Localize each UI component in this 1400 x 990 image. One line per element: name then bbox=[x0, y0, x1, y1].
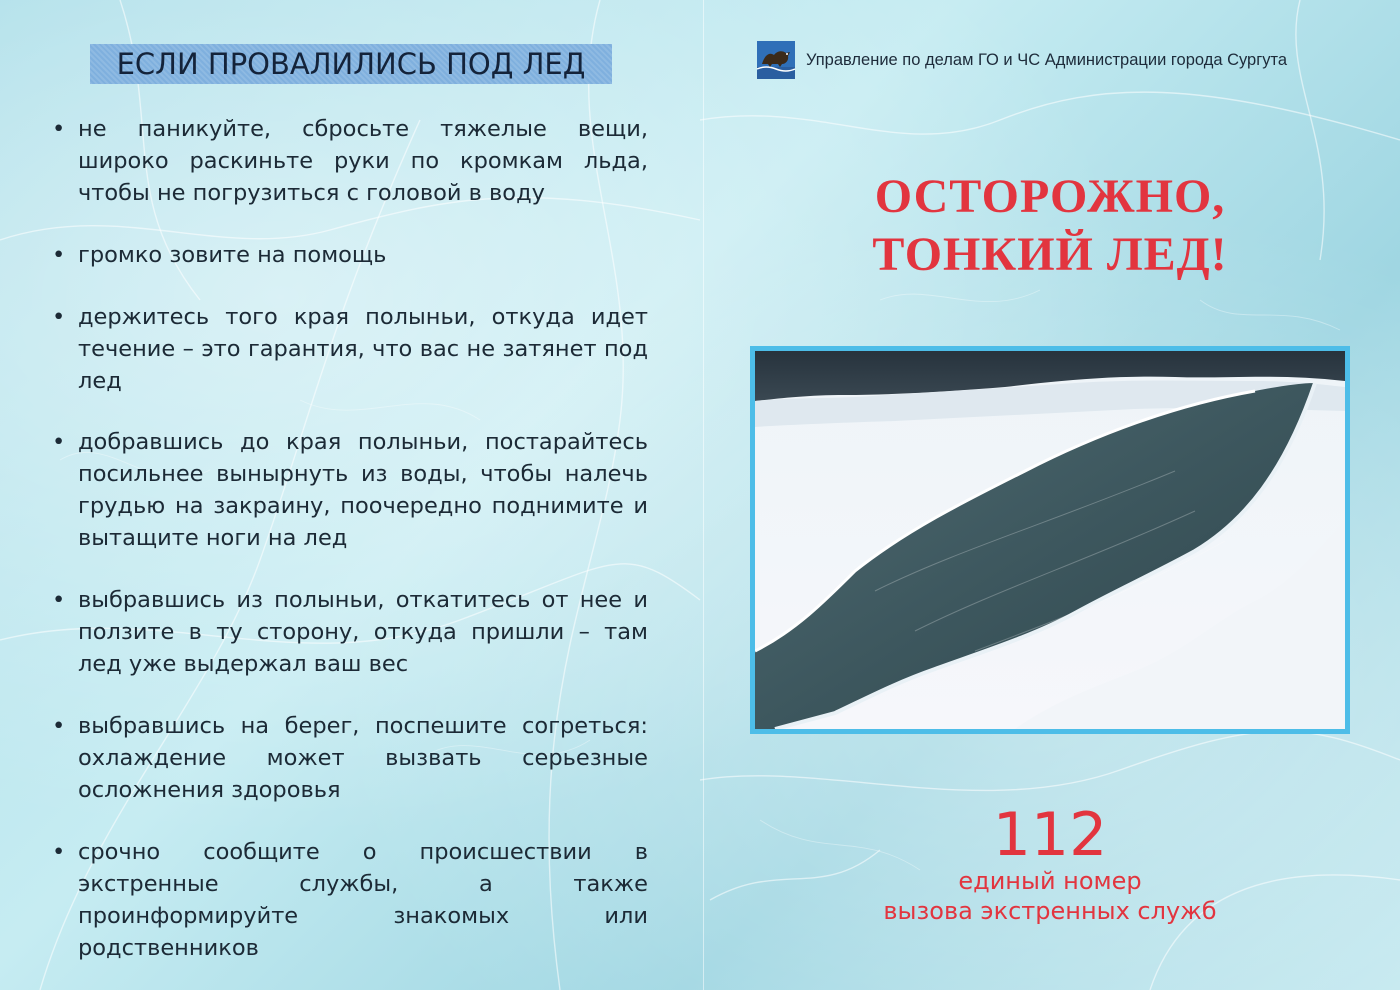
rule-item bbox=[50, 710, 648, 806]
rule-text: громко зовите на помощь bbox=[78, 242, 387, 268]
rule-text: выбравшись из полыньи, откатитесь от нее и ползите в ту сторону, откуда пришли – там лед уже выдержал ваш вес bbox=[78, 587, 648, 677]
bullet-marker: • bbox=[52, 587, 66, 613]
bullet-marker: • bbox=[52, 242, 66, 268]
headline-line-1: ОСТОРОЖНО, bbox=[874, 170, 1226, 223]
rule-text: срочно сообщите о происшествии в экстренные службы, а также проинформируйте знакомых или родственников bbox=[78, 839, 648, 961]
organization-header bbox=[756, 40, 1287, 80]
caption-line-2: вызова экстренных служб bbox=[883, 897, 1217, 925]
rule-item bbox=[50, 836, 648, 964]
headline-line-2: ТОНКИЙ ЛЕД! bbox=[872, 228, 1228, 281]
rule-text: держитесь того края полыньи, откуда идет течение – это гарантия, что вас не затянет под лед bbox=[78, 304, 648, 394]
rule-item bbox=[50, 584, 648, 680]
bullet-marker: • bbox=[52, 713, 66, 739]
rule-item bbox=[50, 426, 648, 554]
bullet-marker: • bbox=[52, 429, 66, 455]
warning-headline bbox=[830, 168, 1270, 284]
ice-hole-photo bbox=[755, 351, 1345, 729]
bullet-marker: • bbox=[52, 304, 66, 330]
bullet-marker: • bbox=[52, 116, 66, 142]
fold-line bbox=[703, 0, 704, 990]
rule-text: не паникуйте, сбросьте тяжелые вещи, широко раскиньте руки по кромкам льда, чтобы не погрузиться с головой в воду bbox=[78, 116, 648, 206]
rule-text: добравшись до края полыньи, постарайтесь посильнее вынырнуть из воды, чтобы налечь грудью на закраину, поочередно поднимите и вытащите ноги на лед bbox=[78, 429, 648, 551]
organization-name: Управление по делам ГО и ЧС Администрации города Сургута bbox=[806, 50, 1288, 69]
left-panel-title: ЕСЛИ ПРОВАЛИЛИСЬ ПОД ЛЕД bbox=[90, 44, 612, 84]
caption-line-1: единый номер bbox=[958, 867, 1142, 895]
surgut-coat-of-arms-icon bbox=[756, 40, 796, 80]
emergency-number: 112 bbox=[992, 800, 1108, 870]
rule-text: выбравшись на берег, поспешите согреться: охлаждение может вызвать серьезные осложнения здоровья bbox=[78, 713, 648, 803]
bullet-marker: • bbox=[52, 839, 66, 865]
rule-item bbox=[50, 301, 648, 397]
emergency-number-caption bbox=[850, 866, 1250, 926]
rule-item bbox=[50, 113, 648, 209]
rule-item bbox=[50, 239, 648, 271]
ice-hole-photo-frame bbox=[750, 346, 1350, 734]
